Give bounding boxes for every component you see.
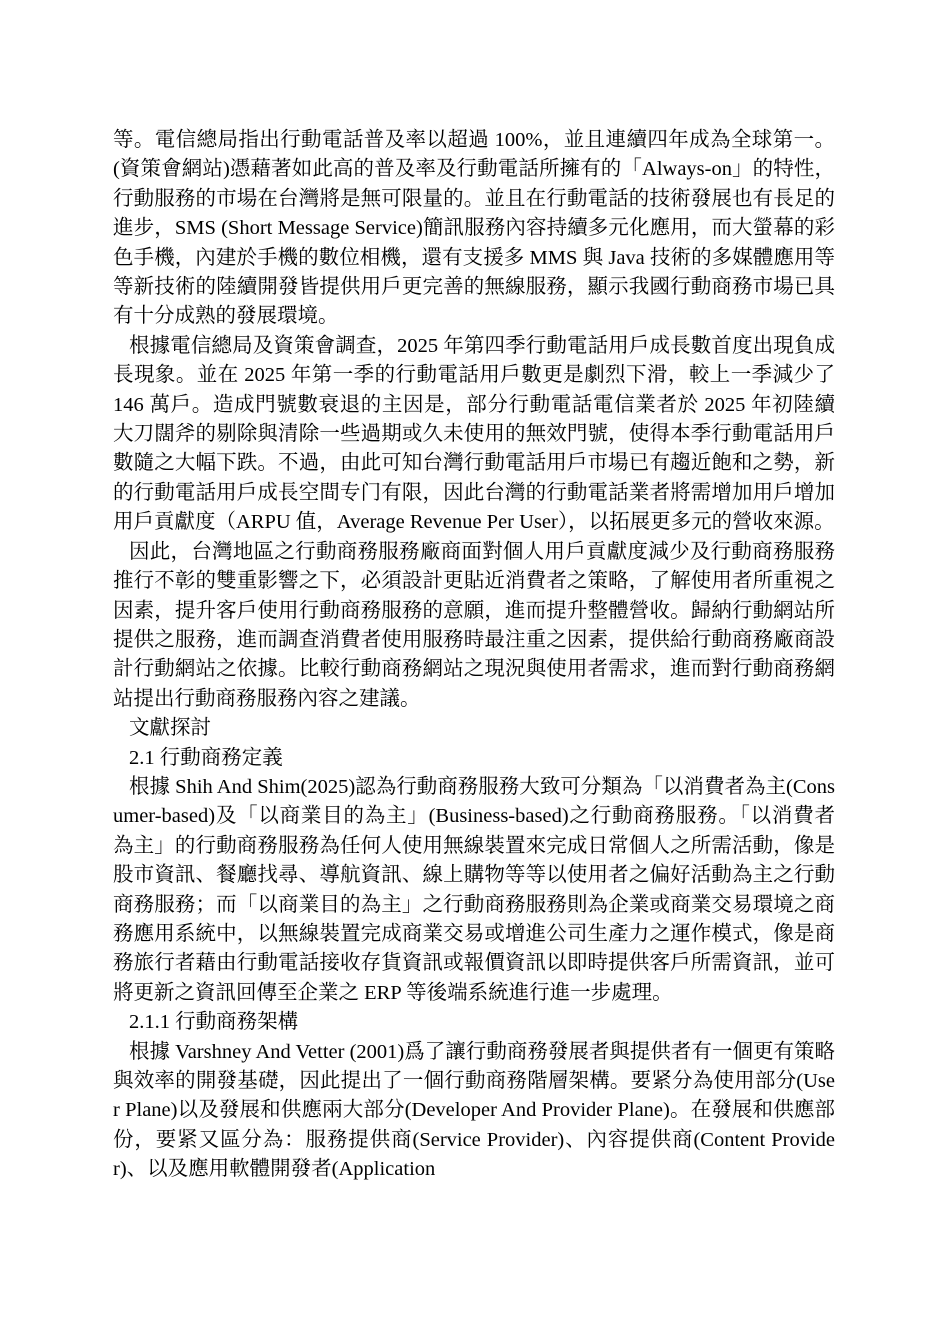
body-paragraph: 等。電信總局指出行動電話普及率以超過 100%，並且連續四年成為全球第一。(資策會網站)憑藉著如此高的普及率及行動電話所擁有的「Always-on」的特性，行動服務的市場在台灣將是無可限量的。並且在行動電話的技術發展也有長足的進步，SMS (Short Message Service)簡訊服務內容持續多元化應用，而大螢幕的彩色手機，內建於手機的數位相機，還有支援多 MMS 與 Java 技術的多媒體應用等等新技術的陸續開發皆提供用戶更完善的無線服務，顯示我國行動商務市場已具有十分成熟的發展環境。 <box>113 129 835 328</box>
subsection-heading: 2.1 行動商務定義 <box>129 746 283 769</box>
body-paragraph: 根據電信總局及資策會調查，2025 年第四季行動電話用戶成長數首度出現負成長現象。並在 2025 年第一季的行動電話用戶數更是劇烈下滑，較上一季減少了 146 萬戶。造成門號數衰退的主因是，部分行動電話電信業者於 2025 年初陸續大刀闊斧的剔除與清除一些過期或久未使用的無效門號，使得本季行動電話用戶數隨之大幅下跌。不過，由此可知台灣行動電話用戶市場已有趨近飽和之勢，新的行動電話用戶成長空間专门有限，因此台灣的行動電話業者將需增加用戶增加用戶貢獻度（ARPU 值，Average Revenue Per User），以拓展更多元的營收來源。 <box>113 334 835 534</box>
body-paragraph: 根據 Varshney And Vetter (2001)爲了讓行動商務發展者與提供者有一個更有策略與效率的開發基礎，因此提出了一個行動商務階層架構。要紧分為使用部分(User Plane)以及發展和供應兩大部分(Developer And Provider Plane)。在發展和供應部份，要紧又區分為：服務提供商(Service Provider)、內容提供商(Content Provider)、以及應用軟體開發者(Application <box>113 1040 835 1181</box>
section-heading: 文獻探討 <box>129 717 211 740</box>
body-paragraph: 根據 Shih And Shim(2025)認為行動商務服務大致可分類為「以消費者為主(Consumer-based)及「以商業目的為主」(Business-based)之行動商務服務。「以消費者為主」的行動商務服務為任何人使用無線裝置來完成日常個人之所需活動，像是股市資訊、餐廳找尋、導航資訊、線上購物等等以使用者之偏好活動為主之行動商務服務；而「以商業目的為主」之行動商務服務則為企業或商業交易環境之商務應用系統中，以無線裝置完成商業交易或增進公司生產力之運作模式，像是商務旅行者藉由行動電話接收存貨資訊或報價資訊以即時提供客戶所需資訊，並可將更新之資訊回傳至企業之 ERP 等後端系統進行進一步處理。 <box>113 775 835 1004</box>
subsubsection-heading: 2.1.1 行動商務架構 <box>129 1011 299 1034</box>
body-paragraph: 因此，台灣地區之行動商務服務廠商面對個人用戶貢獻度減少及行動商務服務推行不彰的雙重影響之下，必須設計更貼近消費者之策略，了解使用者所重視之因素，提升客戶使用行動商務服務的意願，進而提升整體營收。歸納行動網站所提供之服務，進而調查消費者使用服務時最注重之因素，提供給行動商務廠商設計行動網站之依據。比較行動商務網站之現況與使用者需求，進而對行動商務網站提出行動商務服務內容之建議。 <box>113 540 835 710</box>
document-page <box>113 126 835 1185</box>
